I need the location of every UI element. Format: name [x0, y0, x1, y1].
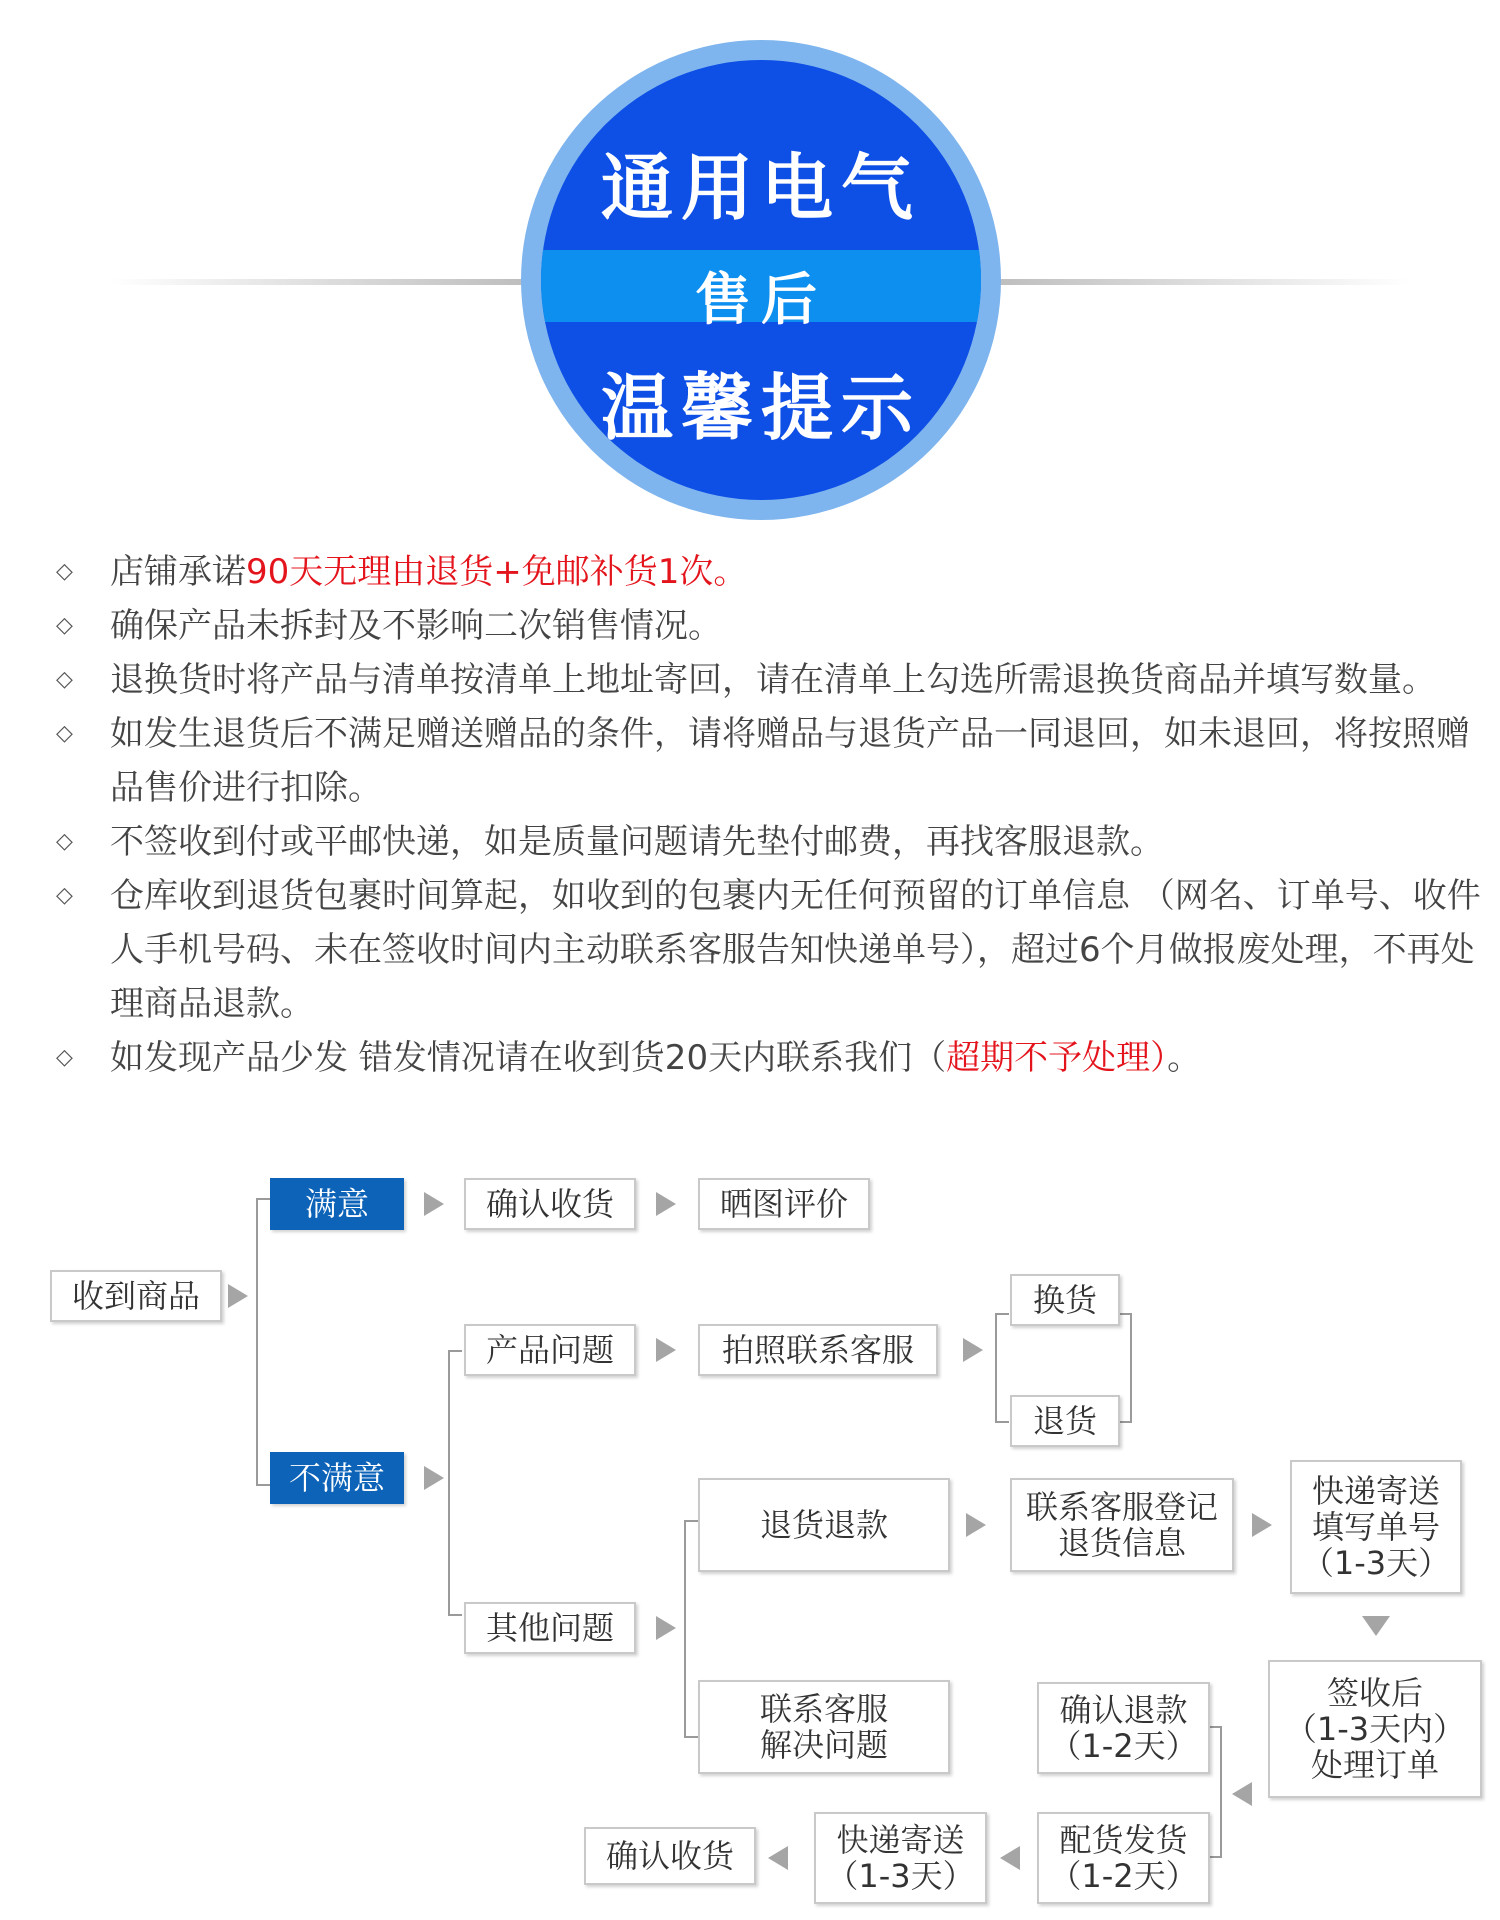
satisfied-box: 满意	[270, 1178, 404, 1230]
arrow-left-icon	[768, 1846, 788, 1870]
arrow-right-icon	[656, 1192, 676, 1216]
connector	[684, 1736, 698, 1738]
connector	[995, 1421, 1009, 1423]
badge-title-line3: 温馨提示	[600, 366, 921, 450]
ship-box: 配货发货 （1-2天）	[1037, 1812, 1210, 1904]
connector	[256, 1198, 258, 1486]
return-refund-box: 退货退款	[698, 1478, 950, 1572]
product-issue-box: 产品问题	[464, 1324, 636, 1376]
sign-process-box: 签收后 （1-3天内） 处理订单	[1268, 1660, 1482, 1798]
notice-list	[56, 545, 1486, 1085]
connector	[256, 1484, 270, 1486]
connector	[1120, 1421, 1132, 1423]
connector	[1130, 1313, 1132, 1423]
connector	[448, 1614, 462, 1616]
connector	[684, 1520, 686, 1738]
exchange-box: 换货	[1010, 1274, 1120, 1326]
connector	[1220, 1726, 1222, 1858]
diamond-bullet-icon: ◇	[56, 829, 73, 854]
connector	[995, 1313, 1009, 1315]
connector	[448, 1350, 462, 1352]
notice-item: ◇ 如发现产品少发 错发情况请在收到货20天内联系我们（超期不予处理）。	[56, 1031, 1486, 1085]
arrow-right-icon	[424, 1192, 444, 1216]
diamond-bullet-icon: ◇	[56, 721, 73, 746]
arrow-right-icon	[424, 1466, 444, 1490]
photo-review-box: 晒图评价	[698, 1178, 870, 1230]
arrow-down-icon	[1362, 1616, 1390, 1636]
diamond-bullet-icon: ◇	[56, 613, 73, 638]
notice-item: ◇ 仓库收到退货包裹时间算起，如收到的包裹内无任何预留的订单信息 （网名、订单号、收件人手机号码、未在签收时间内主动联系客服告知快递单号），超过6个月做报废处理，不再处理商品退款。	[56, 869, 1486, 1031]
arrow-left-icon	[1232, 1782, 1252, 1806]
divider-right	[990, 279, 1410, 285]
arrow-right-icon	[963, 1338, 983, 1362]
arrow-right-icon	[1252, 1513, 1272, 1537]
notice-item: ◇ 不签收到付或平邮快递，如是质量问题请先垫付邮费，再找客服退款。	[56, 815, 1486, 869]
confirm-receipt-box: 确认收货	[464, 1178, 636, 1230]
connector	[684, 1520, 698, 1522]
arrow-right-icon	[656, 1616, 676, 1640]
return-box: 退货	[1010, 1395, 1120, 1447]
unsatisfied-box: 不满意	[270, 1452, 404, 1504]
arrow-right-icon	[656, 1338, 676, 1362]
other-issue-box: 其他问题	[464, 1602, 636, 1654]
express-fill-box: 快递寄送 填写单号 （1-3天）	[1290, 1460, 1462, 1594]
connector	[256, 1198, 270, 1200]
notice-item: ◇ 退换货时将产品与清单按清单上地址寄回，请在清单上勾选所需退换货商品并填写数量。	[56, 653, 1486, 707]
diamond-bullet-icon: ◇	[56, 1045, 73, 1070]
photo-contact-box: 拍照联系客服	[698, 1324, 938, 1376]
badge-title-line2: 售后	[695, 268, 827, 333]
connector	[448, 1350, 450, 1616]
badge-title-line1: 通用电气	[600, 146, 921, 230]
notice-item: ◇ 如发生退货后不满足赠送赠品的条件，请将赠品与退货产品一同退回，如未退回，将按照赠品售价进行扣除。	[56, 707, 1486, 815]
connector	[995, 1313, 997, 1423]
divider-left	[110, 279, 530, 285]
diamond-bullet-icon: ◇	[56, 559, 73, 584]
badge-circle	[541, 60, 981, 500]
express-send-box: 快递寄送 （1-3天）	[814, 1812, 987, 1904]
arrow-left-icon	[1000, 1846, 1020, 1870]
diamond-bullet-icon: ◇	[56, 883, 73, 908]
final-confirm-receipt-box: 确认收货	[584, 1827, 756, 1885]
notice-item: ◇ 确保产品未拆封及不影响二次销售情况。	[56, 599, 1486, 653]
receive-goods-box: 收到商品	[50, 1270, 222, 1322]
confirm-refund-box: 确认退款 （1-2天）	[1037, 1682, 1210, 1774]
contact-register-box: 联系客服登记 退货信息	[1010, 1478, 1234, 1572]
contact-solve-box: 联系客服 解决问题	[698, 1680, 950, 1774]
arrow-right-icon	[966, 1513, 986, 1537]
diamond-bullet-icon: ◇	[56, 667, 73, 692]
arrow-right-icon	[228, 1284, 248, 1308]
connector	[1210, 1856, 1222, 1858]
notice-item: ◇ 店铺承诺90天无理由退货+免邮补货1次。	[56, 545, 1486, 599]
